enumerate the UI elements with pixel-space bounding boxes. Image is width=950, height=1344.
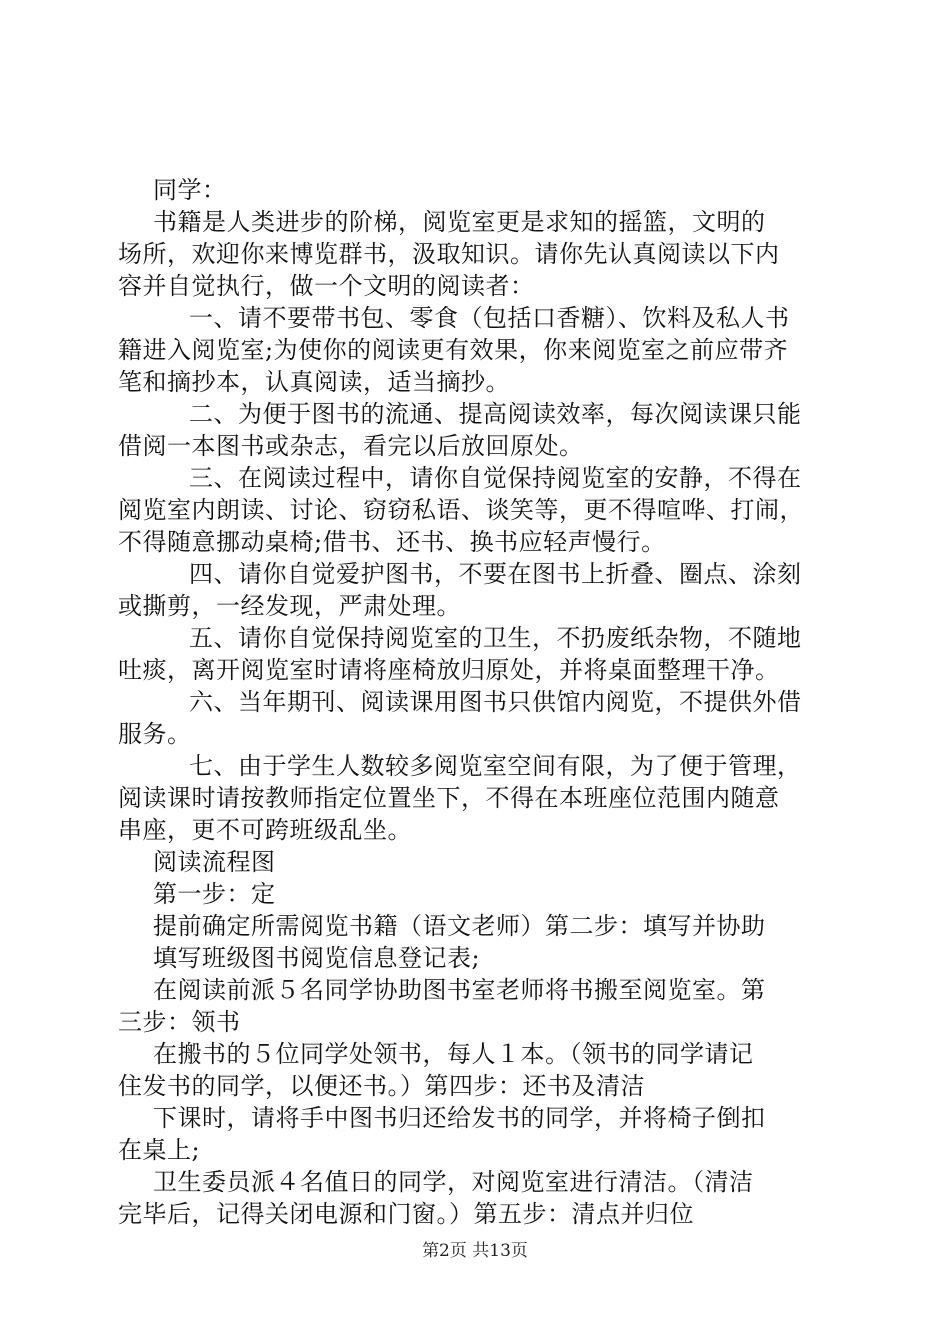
text-line: 串座，更不可跨班级乱坐。 [118, 816, 412, 844]
text-line: 书籍是人类进步的阶梯，阅览室更是求知的摇篮，文明的 [153, 208, 766, 236]
text-line: 三步：领书 [118, 1008, 241, 1036]
text-line: 填写班级图书阅览信息登记表; [153, 944, 481, 972]
text-line: 四、请你自觉爱护图书，不要在图书上折叠、圈点、涂刻 [189, 560, 802, 588]
text-line: 笔和摘抄本，认真阅读，适当摘抄。 [118, 368, 510, 396]
text-line: 提前确定所需阅览书籍（语文老师）第二步：填写并协助 [153, 912, 766, 940]
text-line: 阅读流程图 [153, 848, 276, 876]
text-line: 卫生委员派４名值日的同学，对阅览室进行清洁。（清洁 [153, 1168, 754, 1196]
text-line: 场所，欢迎你来博览群书，汲取知识。请你先认真阅读以下内 [118, 240, 780, 268]
text-line: 在阅读前派５名同学协助图书室老师将书搬至阅览室。第 [153, 976, 766, 1004]
text-line: 籍进入阅览室;为使你的阅读更有效果，你来阅览室之前应带齐 [118, 336, 789, 364]
text-line: 吐痰，离开阅览室时请将座椅放归原处，并将桌面整理干净。 [118, 656, 780, 684]
text-line: 七、由于学生人数较多阅览室空间有限，为了便于管理， [189, 752, 802, 780]
text-line: 在搬书的５位同学处领书，每人１本。（领书的同学请记 [153, 1040, 754, 1068]
text-line: 完毕后，记得关闭电源和门窗。）第五步：清点并归位 [118, 1200, 694, 1228]
text-line: 不得随意挪动桌椅;借书、还书、换书应轻声慢行。 [118, 528, 666, 556]
text-line: 六、当年期刊、阅读课用图书只供馆内阅览，不提供外借 [189, 688, 802, 716]
text-line: 一、请不要带书包、零食（包括口香糖）、饮料及私人书 [189, 304, 790, 332]
text-line: 借阅一本图书或杂志，看完以后放回原处。 [118, 432, 584, 460]
text-line: 住发书的同学，以便还书。）第四步：还书及清洁 [118, 1072, 645, 1100]
text-line: 五、请你自觉保持阅览室的卫生，不扔废纸杂物，不随地 [189, 624, 802, 652]
text-line: 容并自觉执行，做一个文明的阅读者： [118, 272, 535, 300]
text-line: 同学： [153, 176, 227, 204]
text-line: 三、在阅读过程中，请你自觉保持阅览室的安静，不得在 [189, 464, 802, 492]
text-line: 在桌上; [118, 1136, 201, 1164]
text-line: 第一步：定 [153, 880, 276, 908]
text-line: 阅览室内朗读、讨论、窃窃私语、谈笑等，更不得喧哗、打闹， [118, 496, 804, 524]
text-line: 阅读课时请按教师指定位置坐下，不得在本班座位范围内随意 [118, 784, 780, 812]
text-line: 服务。 [118, 720, 192, 748]
page-number-footer: 第2页 共13页 [422, 1241, 528, 1261]
text-line: 下课时，请将手中图书归还给发书的同学，并将椅子倒扣 [153, 1104, 766, 1132]
text-line: 或撕剪，一经发现，严肃处理。 [118, 592, 461, 620]
text-line: 二、为便于图书的流通、提高阅读效率，每次阅读课只能 [189, 400, 802, 428]
